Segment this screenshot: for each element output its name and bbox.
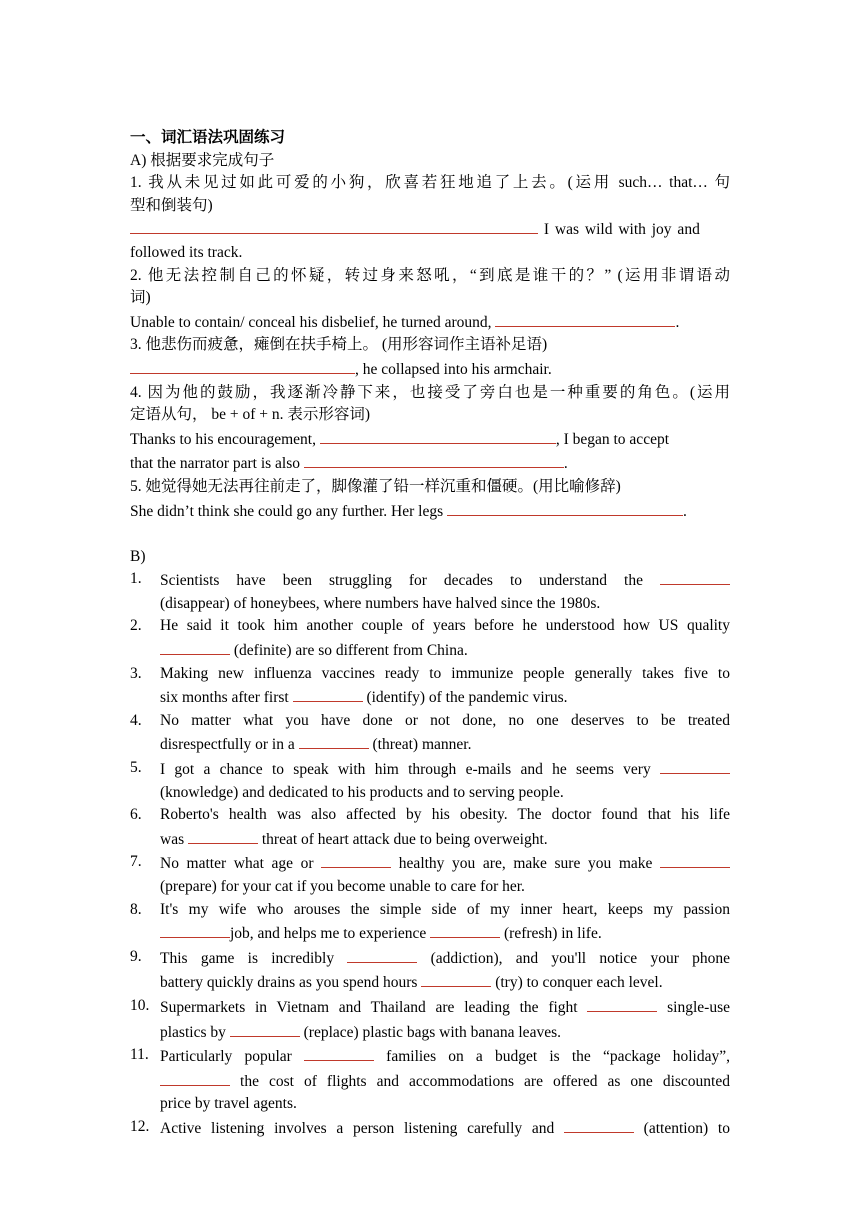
q4-answer2-blank[interactable] xyxy=(304,451,564,468)
item-text: families on a budget is the “package holiday”, xyxy=(374,1048,731,1066)
q1-answer-line xyxy=(130,217,730,242)
q4-prompt-line2: 定语从句， be + of + n. 表示形容词) xyxy=(130,406,371,424)
item-line1: It's my wife who arouses the simple side of my inner heart, keeps my passion xyxy=(160,900,730,918)
item-line1 xyxy=(160,1116,730,1141)
list-item xyxy=(130,995,730,1044)
q5-answer-blank[interactable] xyxy=(447,499,683,516)
item-text: Supermarkets in Vietnam and Thailand are leading the fight xyxy=(160,998,588,1016)
item-text: (addiction), and you'll notice your phone xyxy=(417,949,731,967)
q4-answer-line xyxy=(130,427,730,452)
answer-blank[interactable] xyxy=(160,1069,230,1086)
item-text: (attention) to xyxy=(633,1119,730,1137)
item-line2 xyxy=(160,1020,730,1045)
item-line1 xyxy=(160,851,730,876)
item-line1: Making new influenza vaccines ready to immunize people generally takes five to xyxy=(160,664,730,682)
item-line2 xyxy=(160,732,730,757)
list-item xyxy=(130,1116,730,1141)
item-number: 7. xyxy=(130,853,142,871)
item-text: disrespectfully or in a xyxy=(160,736,299,754)
item-line1 xyxy=(160,946,730,971)
answer-blank[interactable] xyxy=(564,1116,634,1133)
item-line2: (knowledge) and dedicated to his products and to serving people. xyxy=(160,783,564,801)
q1-answer-tail: I was wild with joy and xyxy=(538,221,700,239)
q3-answer-blank[interactable] xyxy=(130,357,355,374)
q1-answer-line2: followed its track. xyxy=(130,243,243,261)
q1-prompt-line1: 1. 我从未见过如此可爱的小狗，欣喜若狂地追了上去。(运用 such… that… 句 xyxy=(130,174,730,192)
answer-blank[interactable] xyxy=(230,1020,300,1037)
answer-blank[interactable] xyxy=(304,1044,374,1061)
item-line1: Roberto's health was also affected by his obesity. The doctor found that his life xyxy=(160,806,730,824)
item-number: 6. xyxy=(130,806,142,824)
answer-blank[interactable] xyxy=(430,921,500,938)
item-text: This game is incredibly xyxy=(160,949,348,967)
item-number: 12. xyxy=(130,1117,150,1135)
q3-prompt-line1: 3. 他悲伤而疲惫，瘫倒在扶手椅上。 (用形容词作主语补足语) xyxy=(130,336,548,354)
item-number: 4. xyxy=(130,711,142,729)
item-number: 2. xyxy=(130,617,142,635)
answer-blank[interactable] xyxy=(347,946,417,963)
list-item xyxy=(130,710,730,757)
item-line2 xyxy=(160,685,730,710)
list-item xyxy=(130,663,730,710)
q5-answer-head: She didn’t think she could go any further. Her legs xyxy=(130,502,447,520)
list-item xyxy=(130,804,730,851)
item-text: (threat) manner. xyxy=(368,736,472,754)
list-item xyxy=(130,568,730,615)
item-text: six months after first xyxy=(160,689,293,707)
list-item xyxy=(130,757,730,804)
q2-answer-tail: . xyxy=(675,313,680,331)
answer-blank[interactable] xyxy=(660,568,730,585)
item-text: healthy you are, make sure you make xyxy=(391,855,661,873)
q4-answer-blank[interactable] xyxy=(320,427,556,444)
answer-blank[interactable] xyxy=(587,995,657,1012)
item-line1: He said it took him another couple of years before he understood how US quality xyxy=(160,617,730,635)
item-number: 3. xyxy=(130,664,142,682)
section-heading: 一、词汇语法巩固练习 xyxy=(130,129,286,146)
item-text: (refresh) in life. xyxy=(500,925,602,943)
q4-prompt-line1: 4. 因为他的鼓励，我逐渐冷静下来，也接受了旁白也是一种重要的角色。(运用 xyxy=(130,383,730,401)
item-line2 xyxy=(160,970,730,995)
item-line2 xyxy=(160,827,730,852)
q2-answer-head: Unable to contain/ conceal his disbelief, he turned around, xyxy=(130,313,496,331)
q5-answer-line xyxy=(130,499,730,524)
q2-prompt-line1: 2. 他无法控制自己的怀疑，转过身来怒吼，“到底是谁干的？” (运用非谓语动 xyxy=(130,266,730,284)
list-item xyxy=(130,615,730,662)
item-text: (try) to conquer each level. xyxy=(491,974,663,992)
item-text: plastics by xyxy=(160,1023,230,1041)
item-text: battery quickly drains as you spend hours xyxy=(160,974,422,992)
item-line1 xyxy=(160,1044,730,1069)
q3-answer-line xyxy=(130,357,730,382)
item-line1 xyxy=(160,568,730,593)
answer-blank[interactable] xyxy=(421,970,491,987)
item-line1 xyxy=(160,995,730,1020)
item-text: I got a chance to speak with him through e-mails and he seems very xyxy=(160,761,660,779)
list-item xyxy=(130,1044,730,1116)
item-number: 11. xyxy=(130,1046,149,1064)
item-number: 9. xyxy=(130,947,142,965)
item-line2 xyxy=(160,921,730,946)
item-text: No matter what age or xyxy=(160,855,322,873)
item-line1 xyxy=(160,757,730,782)
item-text: job, and helps me to experience xyxy=(230,925,431,943)
list-item xyxy=(130,851,730,898)
q2-prompt-line2: 词) xyxy=(130,289,151,307)
answer-blank[interactable] xyxy=(660,851,730,868)
q3-answer-tail: , he collapsed into his armchair. xyxy=(355,360,552,378)
item-text: (identify) of the pandemic virus. xyxy=(362,689,568,707)
item-text: single-use xyxy=(657,998,730,1016)
answer-blank[interactable] xyxy=(160,921,230,938)
q1-answer-blank[interactable] xyxy=(130,217,538,234)
item-line2: (prepare) for your cat if you become unable to care for her. xyxy=(160,878,525,895)
item-text: threat of heart attack due to being overweight. xyxy=(257,830,548,848)
item-line1: No matter what you have done or not done, no one deserves to be treated xyxy=(160,711,730,729)
item-text: the cost of flights and accommodations are offered as one discounted xyxy=(230,1072,730,1090)
item-number: 1. xyxy=(130,570,142,588)
q4-answer-line2 xyxy=(130,451,730,476)
item-text: (replace) plastic bags with banana leaves. xyxy=(299,1023,561,1041)
q1-prompt-line2: 型和倒装句) xyxy=(130,196,213,214)
q4-answer2-tail: . xyxy=(563,455,568,473)
item-line3: price by travel agents. xyxy=(160,1095,297,1113)
item-number: 8. xyxy=(130,900,142,918)
list-item xyxy=(130,899,730,946)
item-number: 10. xyxy=(130,996,150,1014)
section-b-label: B) xyxy=(130,547,146,565)
answer-blank[interactable] xyxy=(188,827,258,844)
q4-answer2-head: that the narrator part is also xyxy=(130,455,304,473)
item-line2 xyxy=(160,638,730,663)
answer-blank[interactable] xyxy=(299,732,369,749)
q5-answer-tail: . xyxy=(682,502,687,520)
q2-answer-line xyxy=(130,310,730,335)
item-number: 5. xyxy=(130,759,142,777)
answer-blank[interactable] xyxy=(321,851,391,868)
list-item xyxy=(130,946,730,995)
answer-blank[interactable] xyxy=(160,638,230,655)
q4-answer-head: Thanks to his encouragement, xyxy=(130,430,320,448)
q5-prompt-line1: 5. 她觉得她无法再往前走了，脚像灌了铅一样沉重和僵硬。(用比喻修辞) xyxy=(130,477,621,495)
spacer xyxy=(130,523,730,546)
item-text: was xyxy=(160,830,188,848)
q4-answer-tail: , I began to accept xyxy=(555,430,670,448)
item-text: (definite) are so different from China. xyxy=(230,642,468,660)
item-line2: (disappear) of honeybees, where numbers have halved since the 1980s. xyxy=(160,594,601,612)
answer-blank[interactable] xyxy=(660,757,730,774)
answer-blank[interactable] xyxy=(293,685,363,702)
item-text: Particularly popular xyxy=(160,1048,304,1066)
item-line2 xyxy=(160,1069,730,1094)
q2-answer-blank[interactable] xyxy=(495,310,675,327)
worksheet xyxy=(130,127,730,1141)
item-text: Scientists have been struggling for decades to understand the xyxy=(160,572,660,590)
section-a-subheading: A) 根据要求完成句子 xyxy=(130,151,275,169)
item-text: Active listening involves a person listening carefully and xyxy=(160,1119,564,1137)
